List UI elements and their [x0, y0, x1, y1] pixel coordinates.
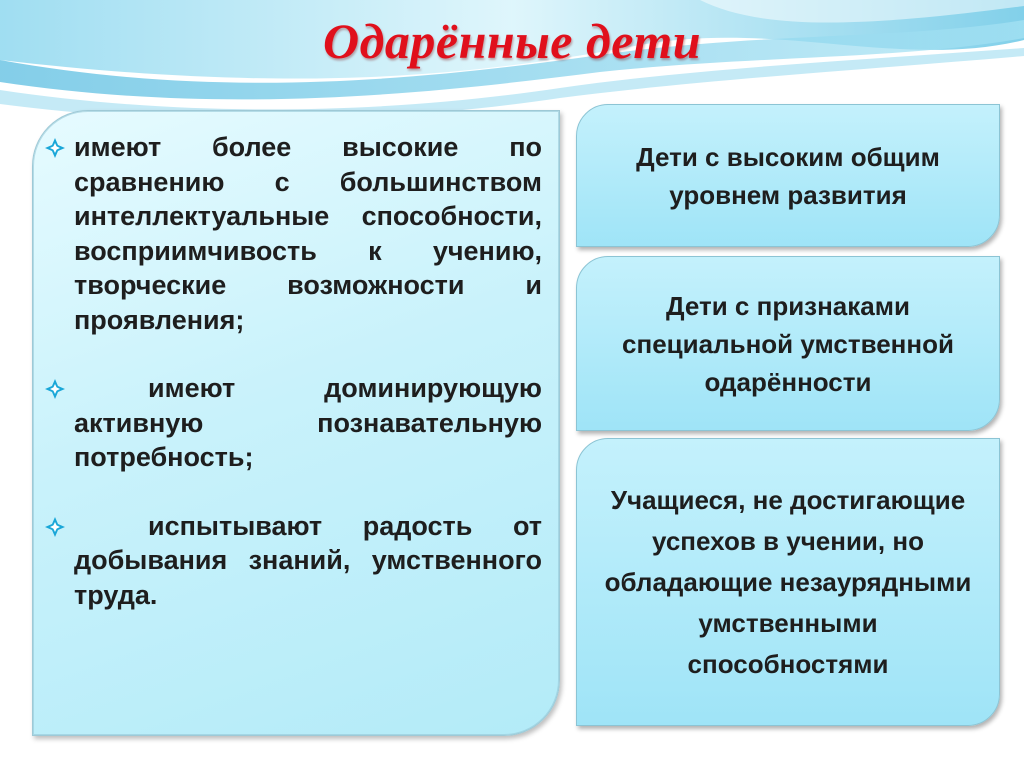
diamond-bullet-icon — [44, 378, 66, 400]
list-item — [42, 371, 542, 475]
category-box-special-giftedness — [576, 256, 1000, 431]
list-item-text: испытывают радость от добывания знаний, умственного труда. — [74, 510, 542, 610]
list-item — [42, 130, 542, 337]
category-label: Учащиеся, не достигающие успехов в учении, но обладающие незаурядными умственными способностями — [604, 484, 972, 679]
list-item — [42, 509, 542, 613]
list-item-text: имеют более высокие по сравнению с большинством интеллектуальные способности, восприимчивость к учению, творческие возможности и проявления; — [74, 132, 542, 335]
category-label: Дети с высоким общим уровнем развития — [636, 141, 940, 210]
page-title: Одарённые дети — [322, 13, 702, 69]
category-label: Дети с признаками специальной умственной одарённости — [622, 290, 954, 397]
diamond-bullet-icon — [44, 137, 66, 159]
characteristics-list — [42, 130, 542, 612]
category-box-general-development — [576, 104, 1000, 247]
diamond-bullet-icon — [44, 516, 66, 538]
category-box-underachievers — [576, 438, 1000, 726]
list-item-text: имеют доминирующую активную познавательную потребность; — [74, 373, 542, 472]
